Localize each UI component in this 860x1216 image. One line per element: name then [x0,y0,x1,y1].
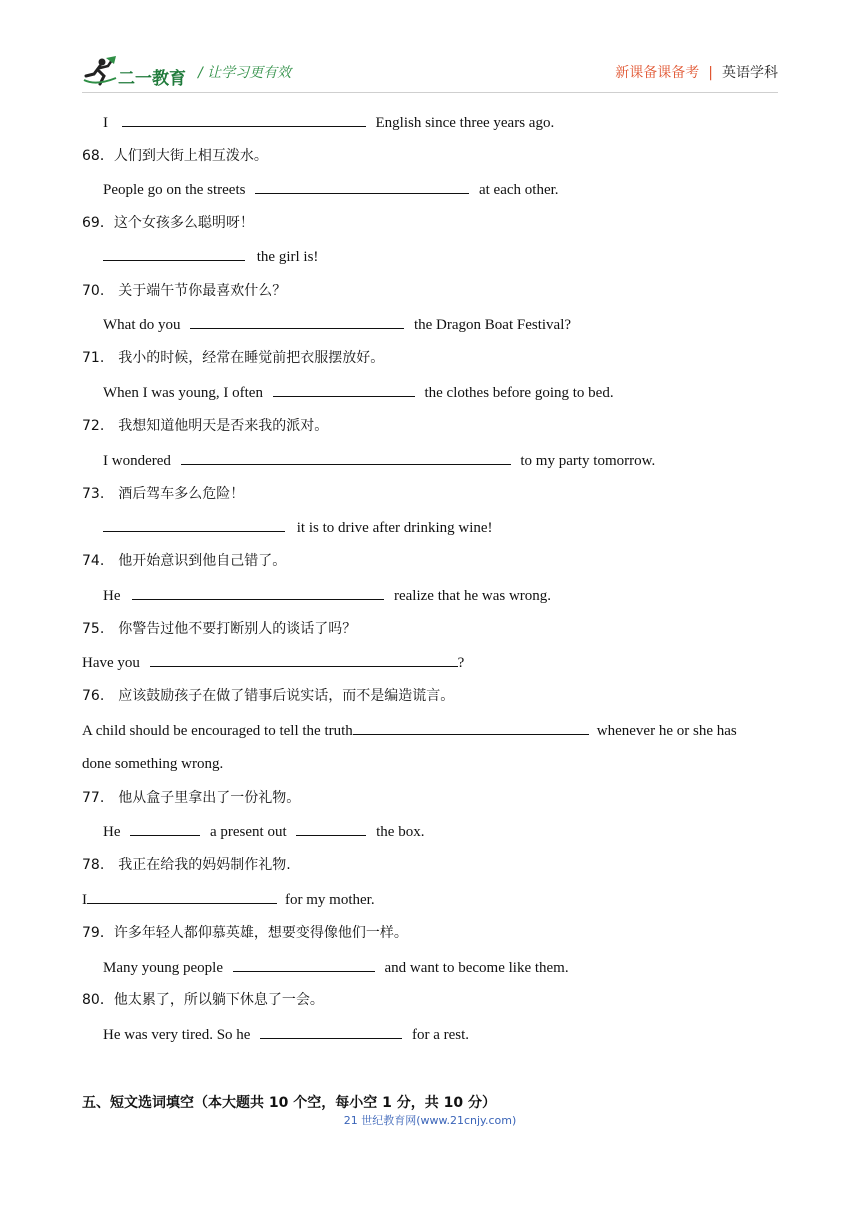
runner-logo-icon [82,56,118,88]
item-70-prompt: 70. 关于端午节你最喜欢什么？ [82,283,287,299]
header-tags [615,62,778,82]
answer-blank[interactable] [353,720,589,735]
item-69-sentence: the girl is! [103,246,318,267]
slogan: / 让学习更有效 [198,65,292,81]
answer-blank[interactable] [233,957,375,972]
course-label: 新课备课备考 [615,65,700,81]
answer-blank[interactable] [132,585,384,600]
header-separator: | [708,65,713,81]
item-77-prompt: 77. 他从盒子里拿出了一份礼物。 [82,790,301,806]
item-75-sentence: Have you ? [82,652,464,673]
answer-blank[interactable] [255,179,469,194]
answer-blank[interactable] [296,821,366,836]
answer-blank[interactable] [130,821,200,836]
answer-blank[interactable] [190,314,404,329]
item-68-sentence: People go on the streets at each other. [103,179,559,200]
section-title: 五、短文选词填空（本大题共 10 个空，每小空 1 分，共 10 分） [82,1095,496,1111]
item-78-prompt: 78. 我正在给我的妈妈制作礼物. [82,857,291,873]
item-71-prompt: 71. 我小的时候，经常在睡觉前把衣服摆放好。 [82,350,385,366]
item-72-sentence: I wondered to my party tomorrow. [103,450,655,471]
header-divider [82,92,778,93]
item-73-sentence: it is to drive after drinking wine! [103,517,493,538]
item-75-prompt: 75. 你警告过他不要打断别人的谈话了吗？ [82,621,357,637]
answer-blank[interactable] [122,112,366,127]
item-73-prompt: 73. 酒后驾车多么危险！ [82,486,245,502]
logo-text: 二一教育 [118,69,186,89]
item-78-sentence: I for my mother. [82,889,375,910]
logo [82,56,194,88]
item-74-prompt: 74. 他开始意识到他自己错了。 [82,553,287,569]
answer-blank[interactable] [150,652,458,667]
item-79-sentence: Many young people and want to become like them. [103,957,569,978]
answer-blank[interactable] [87,889,277,904]
answer-blank[interactable] [273,382,415,397]
answer-blank[interactable] [103,246,245,261]
item-80-prompt: 80．他太累了，所以躺下休息了一会。 [82,992,324,1008]
item-68-prompt: 68．人们到大街上相互泼水。 [82,148,268,164]
item-70-sentence: What do you the Dragon Boat Festival? [103,314,571,335]
page-header [0,0,860,96]
item-67-sentence: I English since three years ago. [103,112,554,133]
page-footer: 21 世纪教育网(www.21cnjy.com) [343,1114,517,1127]
subject-label: 英语学科 [722,65,778,81]
answer-blank[interactable] [103,517,285,532]
item-80-sentence: He was very tired. So he for a rest. [103,1024,469,1045]
answer-blank[interactable] [181,450,511,465]
item-79-prompt: 79．许多年轻人都仰慕英雄，想要变得像他们一样。 [82,925,408,941]
item-74-sentence: He realize that he was wrong. [103,585,551,606]
item-72-prompt: 72. 我想知道他明天是否来我的派对。 [82,418,329,434]
item-76-sentence-cont: done something wrong. [82,756,224,772]
answer-blank[interactable] [260,1024,402,1039]
item-76-sentence: A child should be encouraged to tell the truth whenever he or she has [82,720,737,741]
item-77-sentence: He a present out the box. [103,821,424,842]
item-71-sentence: When I was young, I often the clothes before going to bed. [103,382,614,403]
item-69-prompt: 69．这个女孩多么聪明呀！ [82,215,254,231]
item-76-prompt: 76. 应该鼓励孩子在做了错事后说实话，而不是编造谎言。 [82,688,455,704]
